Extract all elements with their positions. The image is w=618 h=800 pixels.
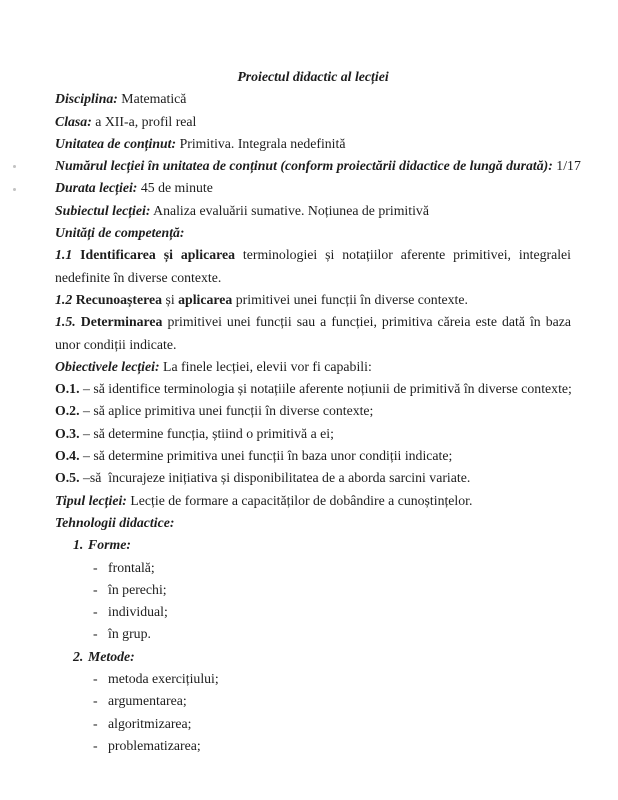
competence-1-1	[55, 244, 571, 289]
document-title: Proiectul didactic al lecției	[237, 69, 389, 84]
dash-list-marker: -	[93, 581, 98, 597]
field-subiectul-lectiei	[55, 200, 571, 222]
dash-list-marker: -	[93, 693, 98, 709]
objective-o1	[55, 378, 571, 400]
text-run: O.1.	[55, 381, 80, 397]
text-run: Tehnologii didactice:	[55, 514, 175, 530]
text-run: în perechi;	[108, 581, 167, 597]
document-body	[55, 88, 581, 757]
field-clasa	[55, 111, 571, 133]
scan-artifact-dot	[13, 188, 16, 191]
text-run: Durata lecției:	[55, 180, 138, 196]
field-tipul-lectiei	[55, 490, 571, 512]
dash-list-marker: -	[93, 626, 98, 642]
text-run: primitivei unei funcții sau a funcției, primitiva căreia este dată în baza unor condiții indicate.	[55, 314, 571, 352]
text-run: Subiectul lecției:	[55, 202, 151, 218]
objective-o2	[55, 400, 571, 422]
competence-1-2	[55, 289, 571, 311]
text-run: Unitatea de conținut:	[55, 135, 177, 151]
text-run: Determinarea	[80, 314, 163, 330]
forme-item-frontala	[55, 557, 571, 579]
metode-item-algoritmizarea	[55, 713, 571, 735]
field-unitatea-de-continut	[55, 133, 571, 155]
text-run: O.4.	[55, 448, 80, 464]
field-durata-lectiei	[55, 177, 571, 199]
heading-unitati-de-competenta	[55, 222, 571, 244]
objective-o5	[55, 467, 571, 489]
text-run: O.5.	[55, 470, 80, 486]
text-run: 45 de minute	[137, 180, 213, 196]
list-metode	[55, 646, 571, 668]
forme-item-in-perechi	[55, 579, 571, 601]
text-run: terminologiei și notațiilor aferente primitivei, integralei nedefinite în diverse contexte.	[55, 247, 571, 285]
text-run: aplicarea	[178, 291, 233, 307]
text-run: –să încurajeze inițiativa și disponibilitatea de a aborda sarcini variate.	[79, 470, 471, 486]
text-run: a XII-a, profil real	[91, 113, 197, 129]
text-run: – să determine primitiva unei funcții în baza unor condiții indicate;	[79, 448, 453, 464]
heading-tehnologii-didactice	[55, 512, 571, 534]
text-run: 1.1	[55, 247, 81, 263]
dash-list-marker: -	[93, 737, 98, 753]
forme-item-in-grup	[55, 623, 571, 645]
forme-item-individual	[55, 601, 571, 623]
text-run: argumentarea;	[108, 693, 187, 709]
text-run: Numărul lecției în unitatea de conținut (conform proiectării didactice de lungă durată):	[55, 158, 553, 174]
objective-o4	[55, 445, 571, 467]
text-run: algoritmizarea;	[108, 715, 192, 731]
text-run: – să determine funcția, știind o primitivă a ei;	[79, 425, 334, 441]
scan-artifact-dot	[13, 165, 16, 168]
metode-item-metoda-exercitiului	[55, 668, 571, 690]
metode-item-problematizarea	[55, 735, 571, 757]
text-run: 1/17	[552, 158, 581, 174]
text-run: Clasa:	[55, 113, 92, 129]
text-run: Unități de competență:	[55, 225, 185, 241]
text-run: 1.2	[55, 291, 76, 307]
text-run: frontală;	[108, 559, 155, 575]
text-run: Identificarea și aplicarea	[80, 247, 235, 263]
text-run: și	[162, 291, 179, 307]
dash-list-marker: -	[93, 671, 98, 687]
text-run: Lecție de formare a capacităților de dobândire a cunoștințelor.	[126, 492, 473, 508]
text-run: Forme:	[88, 537, 131, 553]
text-run: problematizarea;	[108, 737, 201, 753]
text-run: Analiza evaluării sumative. Noțiunea de primitivă	[150, 202, 429, 218]
number-list-marker: 2.	[73, 648, 84, 664]
number-list-marker: 1.	[73, 537, 84, 553]
text-run: Primitiva. Integrala nedefinită	[176, 135, 346, 151]
heading-obiectivele-lectiei	[55, 356, 571, 378]
field-disciplina	[55, 88, 571, 110]
competence-1-5	[55, 311, 571, 356]
metode-item-argumentarea	[55, 690, 571, 712]
text-run: Matematică	[117, 91, 187, 107]
text-run: – să identifice terminologia și notațiile aferente noțiunii de primitivă în diverse contexte;	[79, 381, 572, 397]
list-forme	[55, 534, 571, 556]
text-run: individual;	[108, 604, 168, 620]
text-run: Tipul lecției:	[55, 492, 127, 508]
text-run: O.2.	[55, 403, 80, 419]
dash-list-marker: -	[93, 604, 98, 620]
text-run: Metode:	[88, 648, 135, 664]
text-run: Obiectivele lecției:	[55, 358, 160, 374]
text-run: – să aplice primitiva unei funcții în diverse contexte;	[79, 403, 374, 419]
dash-list-marker: -	[93, 715, 98, 731]
text-run: primitivei unei funcții în diverse contexte.	[232, 291, 468, 307]
objective-o3	[55, 423, 571, 445]
text-run: La finele lecției, elevii vor fi capabili:	[159, 358, 372, 374]
text-run: Recunoașterea	[75, 291, 163, 307]
text-run: Disciplina:	[55, 91, 118, 107]
text-run: metoda exercițiului;	[108, 671, 219, 687]
text-run: în grup.	[108, 626, 151, 642]
dash-list-marker: -	[93, 559, 98, 575]
field-numarul-lectiei	[55, 155, 581, 177]
text-run: O.3.	[55, 425, 80, 441]
text-run: 1.5.	[55, 314, 81, 330]
